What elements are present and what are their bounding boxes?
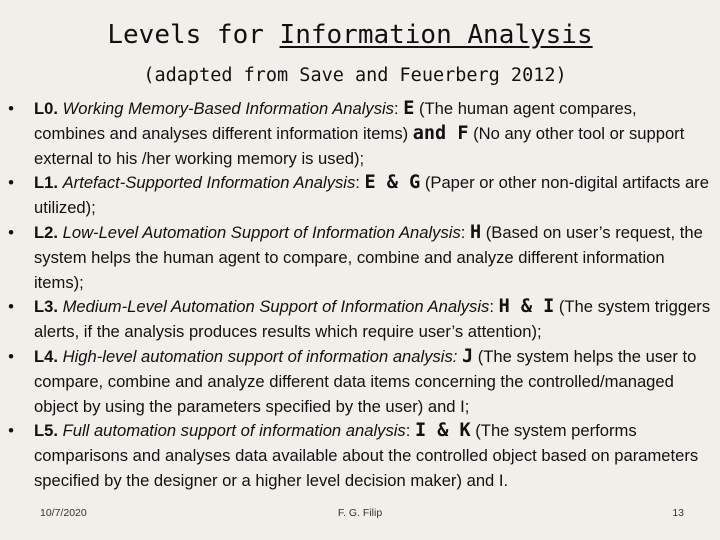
bullet-icon: •	[8, 297, 14, 317]
level-colon: :	[393, 99, 404, 118]
level-description: (The system triggers alerts, if the analysis produces results which require user’s attention);	[34, 297, 711, 342]
bullet-l4	[0, 345, 720, 419]
bullet-icon: •	[8, 99, 14, 118]
level-name: Low-Level Automation Support of Information Analysis	[62, 222, 461, 242]
level-description: (Paper or other non-digital artifacts are utilized);	[34, 173, 709, 218]
level-description: (The human agent compares, combines and analyses different information items)	[34, 99, 637, 143]
bullet-list	[0, 97, 720, 494]
level-code: H & I	[498, 296, 555, 318]
level-name: Artefact-Supported Information Analysis	[62, 173, 356, 193]
level-name: High-level automation support of information analysis:	[62, 346, 458, 366]
bullet-icon: •	[8, 173, 14, 193]
level-label: L5.	[34, 421, 58, 441]
footer-date: 10/7/2020	[40, 507, 87, 519]
level-colon: :	[405, 421, 415, 441]
level-colon: :	[355, 173, 365, 193]
bullet-icon: •	[8, 421, 14, 441]
level-label: L3.	[34, 297, 58, 317]
level-colon: :	[460, 222, 470, 242]
level-code: H	[470, 221, 482, 243]
level-code: I & K	[414, 420, 471, 442]
level-code: J	[462, 345, 474, 367]
level-label: L1.	[34, 173, 58, 193]
level-description: (The system performs comparisons and analyses data available about the controlled object based on parameters specified by the designer or a higher level decision maker) and I.	[34, 421, 699, 490]
slide-title	[0, 18, 700, 52]
level-label: L4.	[34, 346, 58, 366]
level-code: E & G	[364, 172, 421, 194]
level-label: L2.	[34, 222, 58, 242]
level-label: L0.	[34, 99, 58, 118]
level-description-2: (No any other tool or support external to his /her working memory is used);	[34, 123, 685, 168]
level-code-2: and F	[412, 122, 469, 144]
bullet-icon: •	[8, 222, 14, 242]
slide-subtitle: (adapted from Save and Feuerberg 2012)	[143, 65, 567, 86]
level-description: (The system helps the user to compare, combine and analyze different data items concerning the controlled/managed object by using the parameters specified by the user) and I;	[34, 346, 697, 416]
bullet-icon: •	[8, 346, 14, 366]
bullet-l0	[0, 97, 720, 171]
level-colon: :	[489, 297, 499, 317]
bullet-l1	[0, 171, 720, 221]
level-code: E	[403, 98, 415, 119]
title-prefix: Levels for	[107, 20, 280, 50]
title-underlined: Information Analysis	[279, 20, 593, 50]
level-name: Working Memory-Based Information Analysis	[62, 99, 394, 118]
bullet-l2	[0, 221, 720, 295]
bullet-l3	[0, 295, 720, 345]
level-name: Medium-Level Automation Support of Information Analysis	[62, 297, 490, 317]
level-name: Full automation support of information analysis	[62, 421, 406, 441]
footer-page-number: 13	[672, 507, 684, 519]
level-description: (Based on user’s request, the system helps the human agent to compare, combine and analyze different information items);	[34, 222, 703, 292]
bullet-l5	[0, 419, 720, 493]
footer-author: F. G. Filip	[337, 507, 383, 519]
